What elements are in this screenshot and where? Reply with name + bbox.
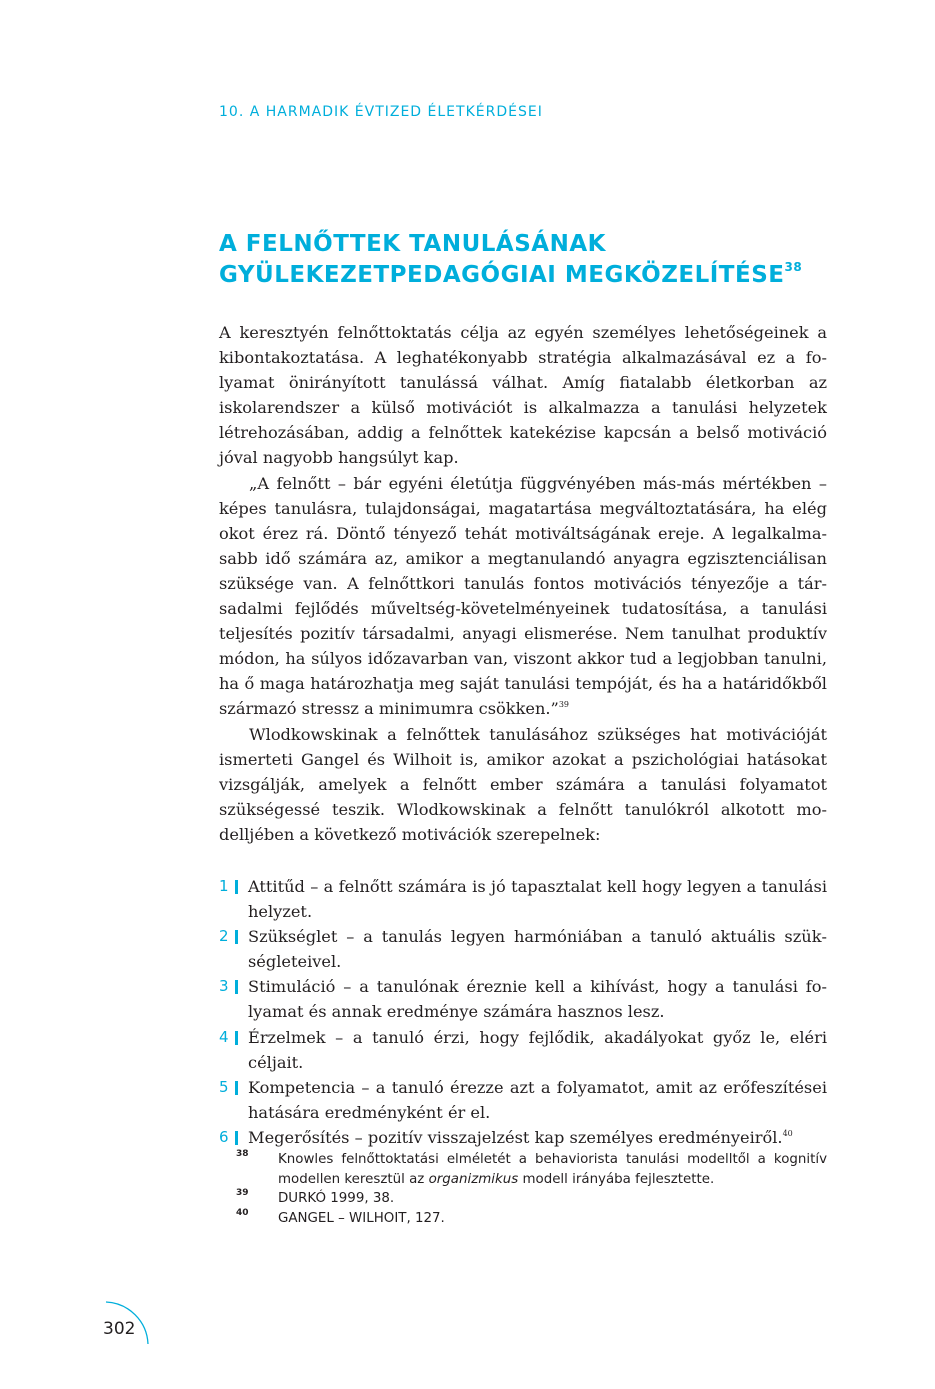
footnote-number: 40 [236,1207,249,1218]
footnote-number: 38 [236,1149,249,1159]
title-line-2: GYÜLEKEZETPEDAGÓGIAI MEGKÖZELÍTÉSE [219,262,785,288]
footnote-40 [236,1209,827,1229]
motivation-list [219,874,827,1150]
quote-text: „A felnőtt – bár egyéni életútja függvényében más-más mértékben – képes tanulásra, tulajdonságai, magatartása megváltoztatására, ha elég okot érez rá. Döntő tényező tehát motiváltságának ereje. A legalkalmasabb idő számára az, amikor a megtanulandó anyagra egzisztenciálisan szüksége van. A felnőttkori tanulás fontos motivációs tényezője a társadalmi fejlődés műveltség-követelményeinek tudatosítása, a tanulási teljesítés pozitív társadalmi, anyagi elismerése. Nem tanulhat produktív módon, ha súlyos időzavarban van, viszont akkor tud a legjobban tanulni, ha ő maga határozhatja meg saját tanulási tempóját, és ha a határidőkből származó stressz a minimumra csökken.” [219,473,827,719]
title-line-1: A FELNŐTTEK TANULÁSÁNAK [219,231,606,257]
list-item [219,1125,827,1150]
list-marker-bar [235,980,238,994]
body-text [219,320,827,847]
footnote-text-end: modell irányába fejlesztette. [518,1171,715,1187]
list-item [219,974,827,1024]
footnote-italic: organizmikus [428,1171,519,1187]
footnote-text: Knowles felnőttoktatási elméletét a behaviorista tanulási modelltől a kognitív modellen keresztül az [278,1152,827,1187]
list-marker-bar [235,1081,238,1095]
paragraph-2-quote [219,471,827,722]
list-marker-bar [235,1031,238,1045]
paragraph-3: Wlodkowskinak a felnőttek tanulásához szükséges hat motivációját ismerteti Gangel és Wilhoit is, amikor azokat a pszichológiai hatásokat vizsgálják, amelyek a felnőtt ember számára a tanulási folyamatot szükségessé teszik. Wlodkowskinak a felnőtt tanulókról alkotott modelljében a következő motivációk szerepelnek: [219,724,827,844]
paragraph-1: A keresztyén felnőttoktatás célja az egyén személyes lehetőségeinek a kibontakoztatása. A leghatékonyabb stratégia alkalmazásával ez a folyamat önirányított tanulássá válhat. Amíg fiatalabb életkorban az iskolarendszer a külső motivációt is alkalmazza a tanulási helyzetek létrehozásában, addig a felnőttek katekézise kapcsán a belső motiváció jóval nagyobb hangsúlyt kap. [219,323,827,468]
footnote-text: DURKÓ 1999, 38. [278,1191,395,1206]
running-head: 10. A HARMADIK ÉVTIZED ÉLETKÉRDÉSEI [219,104,543,120]
list-text: Érzelmek – a tanuló érzi, hogy fejlődik, akadályokat győz le, eléri céljait. [248,1027,827,1072]
footnote-number: 39 [236,1188,249,1198]
list-number: 6 [219,1127,229,1146]
list-text: Stimuláció – a tanulónak éreznie kell a kihívást, hogy a tanulási folyamat és annak eredménye számára hasznos lesz. [248,977,827,1022]
footnote-text: GANGEL – WILHOIT, 127. [278,1210,445,1226]
list-marker-bar [235,880,238,894]
list-number: 4 [219,1027,229,1046]
footnote-ref-40: 40 [782,1128,793,1138]
chapter-title [219,229,839,291]
list-number: 3 [219,977,229,996]
list-text: Attitűd – a felnőtt számára is jó tapasztalat kell hogy legyen a tanulási helyzet. [248,877,827,922]
list-text: Kompetencia – a tanuló érezze azt a folyamatot, amit az erőfeszítései hatására eredményként ér el. [248,1077,827,1122]
footnote-ref-39: 39 [558,700,569,710]
footnotes [236,1150,827,1228]
list-item [219,874,827,924]
footnote-39 [236,1189,827,1209]
list-number: 5 [219,1077,229,1096]
list-number: 2 [219,927,229,946]
list-item [219,1075,827,1125]
footnote-38 [236,1150,827,1189]
list-item [219,924,827,974]
list-item [219,1025,827,1075]
title-footnote-ref: 38 [784,260,803,274]
page-number: 302 [103,1319,136,1339]
list-number: 1 [219,877,229,895]
list-marker-bar [235,1131,238,1145]
list-text: Megerősítés – pozitív visszajelzést kap személyes eredményeiről. [248,1127,783,1147]
list-marker-bar [235,930,238,944]
list-text: Szükséglet – a tanulás legyen harmóniában a tanuló aktuális szükségleteivel. [248,927,827,972]
